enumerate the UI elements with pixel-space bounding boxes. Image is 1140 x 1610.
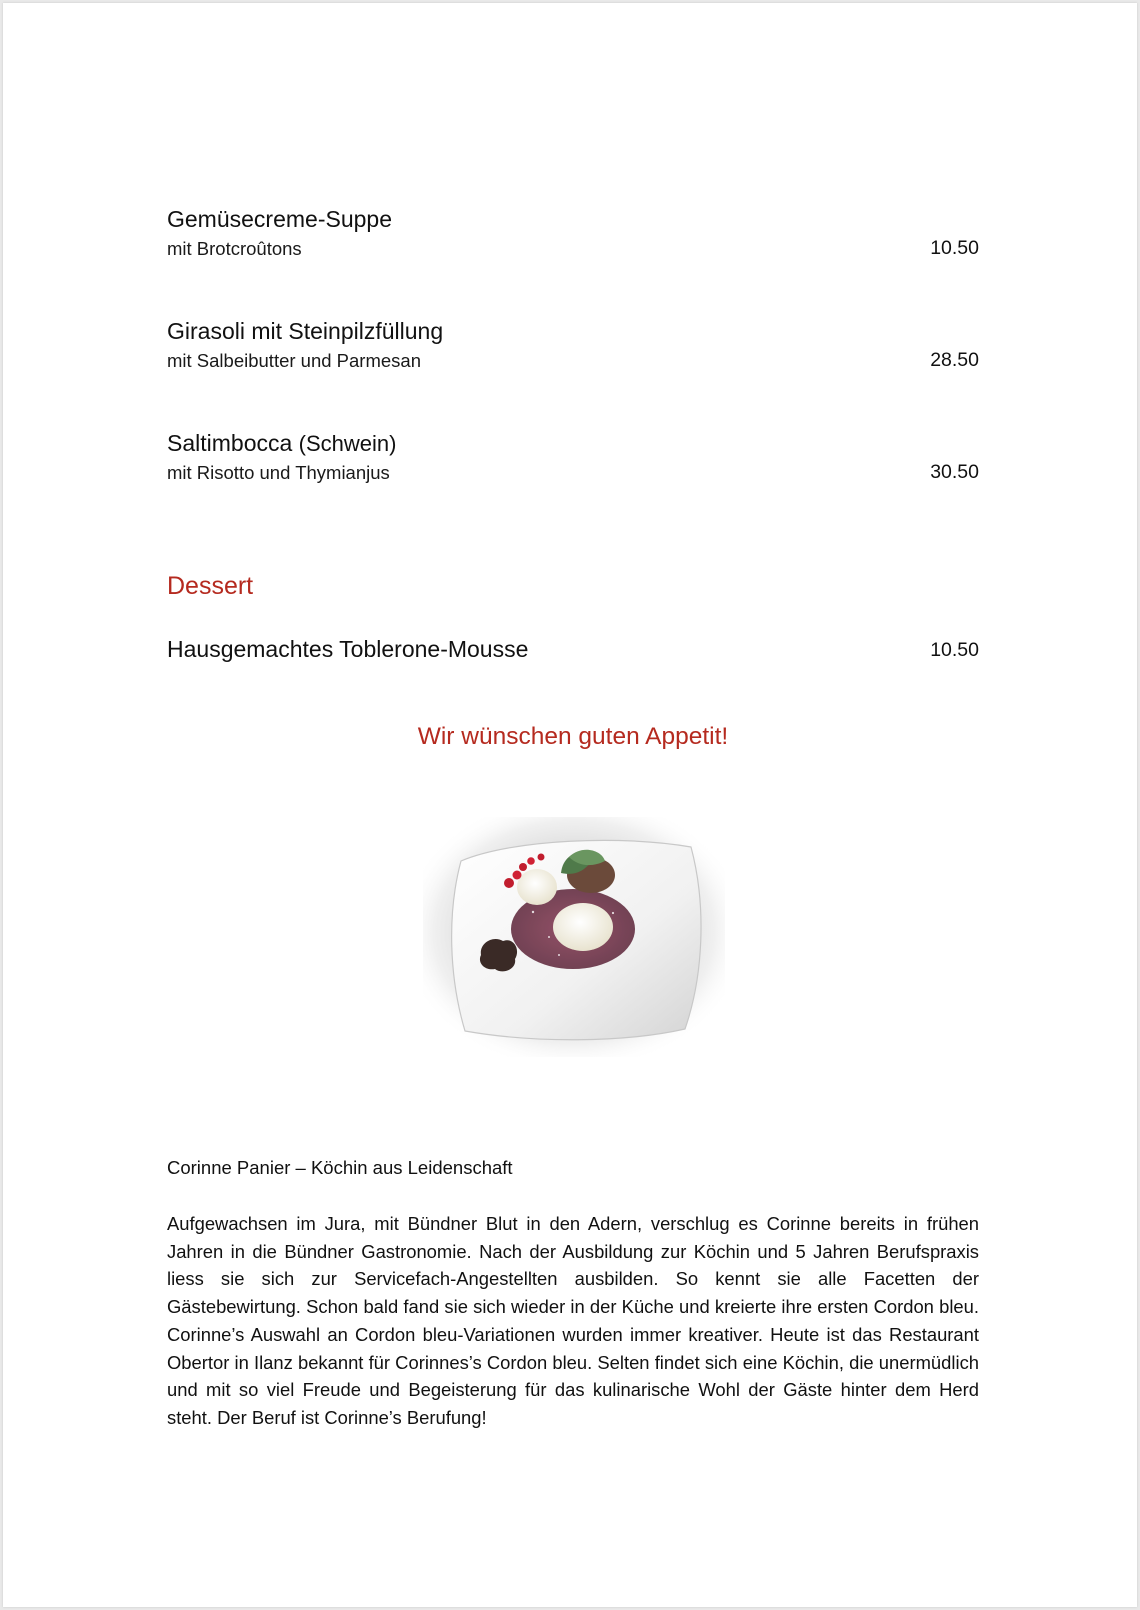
menu-item-name: Hausgemachtes Toblerone-Mousse [167, 636, 529, 662]
menu-item-description: mit Brotcroûtons [167, 238, 302, 259]
redcurrant-shape [504, 878, 514, 888]
menu-page [3, 3, 1137, 1607]
menu-item-description: mit Salbeibutter und Parmesan [167, 350, 421, 371]
bio-title: Corinne Panier – Köchin aus Leidenschaft [167, 1157, 513, 1178]
menu-item-description: mit Risotto und Thymianjus [167, 462, 390, 483]
whipped-cream-shape [517, 869, 557, 905]
menu-item-name: Saltimbocca [167, 430, 293, 456]
closing-greeting: Wir wünschen guten Appetit! [417, 723, 729, 750]
menu-item-price: 10.50 [930, 237, 979, 259]
menu-item-price: 30.50 [930, 461, 979, 483]
menu-item-price: 10.50 [930, 639, 979, 661]
menu-item-name: Girasoli mit Steinpilzfüllung [167, 318, 444, 344]
menu-item-qualifier: (Schwein) [298, 431, 397, 456]
menu-item-price: 28.50 [930, 349, 979, 371]
ice-cream-scoop-shape [553, 903, 613, 951]
bio-text: Aufgewachsen im Jura, mit Bündner Blut in den Adern, verschlug es Corinne bereits in frühen Jahren in die Bündner Gastronomie. Nach der Ausbildung zur Köchin und 5 Jahren Berufspraxis liess sie sich zur Servicefach-Angestellten ausbilden. So kennt sie alle Facetten der Gästebewirtung. Schon bald fand sie sich wieder in der Küche und kreierte ihre ersten Cordon bleu. Corinne’s Auswahl an Cordon bleu-Variationen wurden immer kreativer. Heute ist das Restaurant Obertor in Ilanz bekannt für Corinnes’s Cordon bleu. Selten findet sich eine Köchin, die unermüdlich und mit so viel Freude und Begeisterung für das kulinarische Wohl der Gäste hinter dem Herd steht. Der Beruf ist Corinne’s Berufung! [167, 1213, 979, 1428]
menu-item-name-line [167, 429, 396, 458]
dessert-heading: Dessert [167, 572, 254, 600]
menu-item-name: Gemüsecreme-Suppe [167, 206, 392, 232]
chocolate-shape [480, 939, 517, 971]
dessert-photo [423, 817, 725, 1057]
